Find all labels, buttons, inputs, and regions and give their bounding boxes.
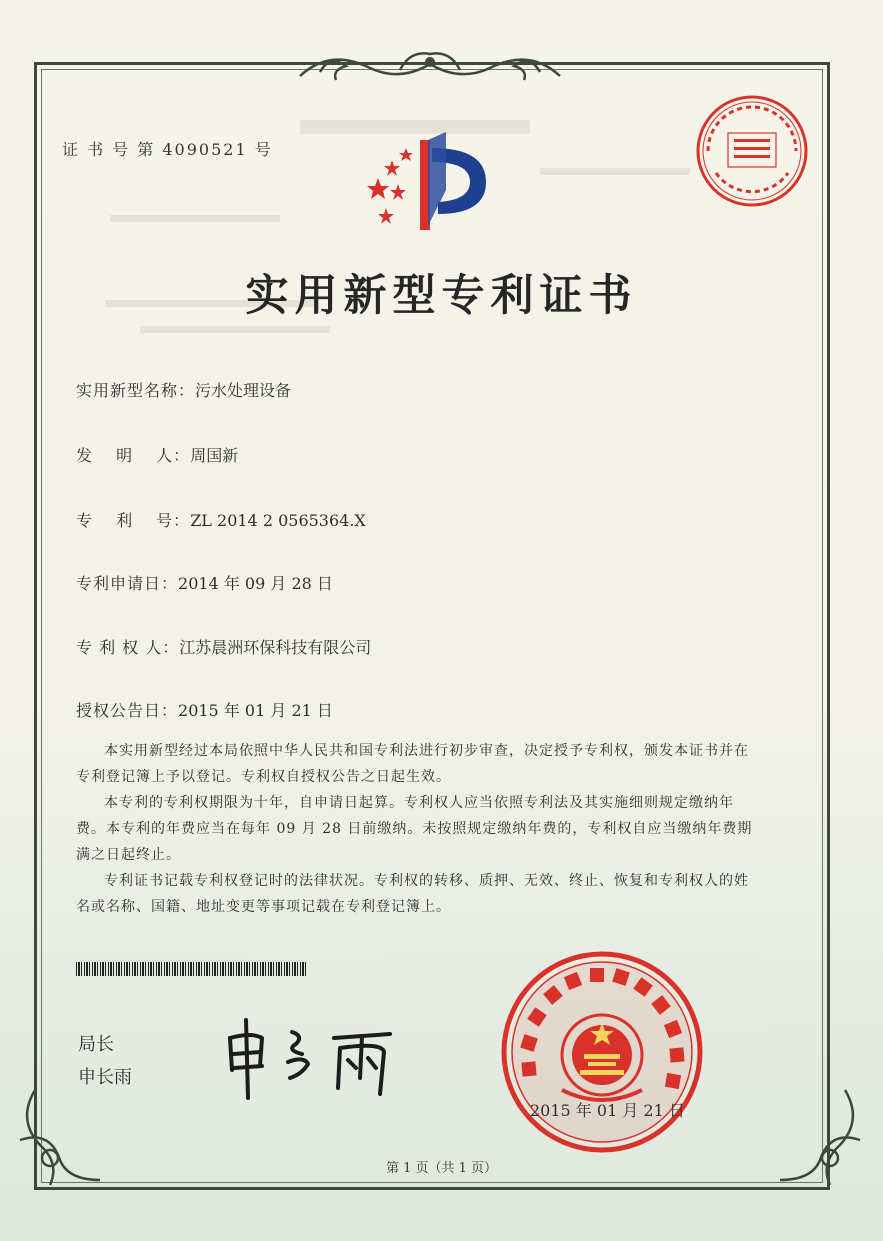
director-signature (222, 1008, 432, 1103)
field-value: ZL 2014 2 0565364.X (190, 511, 366, 530)
certificate-body (76, 738, 756, 920)
certificate-title: 实用新型专利证书 (245, 271, 638, 321)
field-value: 2014 年 09 月 28 日 (178, 574, 333, 593)
national-ipa-seal (500, 950, 705, 1155)
director-name: 申长雨 (78, 1067, 132, 1088)
certificate-number (62, 137, 273, 160)
field-value: 污水处理设备 (195, 381, 292, 400)
field-patentee (76, 635, 371, 658)
page-number: 第 1 页（共 1 页） (385, 1161, 498, 1176)
tax-stamp-seal (694, 93, 810, 209)
field-announcement-date (76, 698, 333, 721)
field-inventor (76, 443, 238, 466)
body-paragraph: 本实用新型经过本局依照中华人民共和国专利法进行初步审查，决定授予专利权，颁发本证书并在专利登记簿上予以登记。专利权自授权公告之日起生效。 (76, 743, 749, 785)
certificate-number-label: 证 书 号 第 (62, 140, 156, 159)
top-ornament-icon (290, 42, 570, 90)
body-paragraph: 本专利的专利权期限为十年，自申请日起算。专利权人应当依照专利法及其实施细则规定缴纳年费。本专利的年费应当在每年 09 月 28 日前缴纳。未按照规定缴纳年费的，专利权自应当缴纳年费期满之日起终止。 (76, 795, 753, 863)
patent-office-logo-icon (358, 130, 508, 240)
field-label: 实用新型名称： (76, 381, 196, 400)
barcode (76, 962, 308, 976)
field-label: 专 利 号： (76, 511, 191, 530)
field-label: 专 利 权 人： (76, 638, 180, 657)
field-label: 发 明 人： (76, 446, 191, 465)
director-title: 局长 (78, 1034, 114, 1055)
body-paragraph: 专利证书记载专利权登记时的法律状况。专利权的转移、质押、无效、终止、恢复和专利权人的姓名或名称、国籍、地址变更等事项记载在专利登记簿上。 (76, 873, 749, 915)
field-value: 周国新 (190, 446, 239, 465)
field-utility-model-name (76, 378, 291, 401)
field-value: 2015 年 01 月 21 日 (178, 701, 333, 720)
field-patent-number (76, 508, 366, 531)
certificate-number-value: 4090521 (162, 140, 248, 159)
field-value: 江苏晨洲环保科技有限公司 (179, 638, 372, 657)
field-application-date (76, 571, 333, 594)
certificate-number-suffix: 号 (254, 140, 273, 159)
field-label: 授权公告日： (76, 701, 179, 720)
seal-date: 2015 年 01 月 21 日 (530, 1101, 685, 1120)
field-label: 专利申请日： (76, 574, 179, 593)
